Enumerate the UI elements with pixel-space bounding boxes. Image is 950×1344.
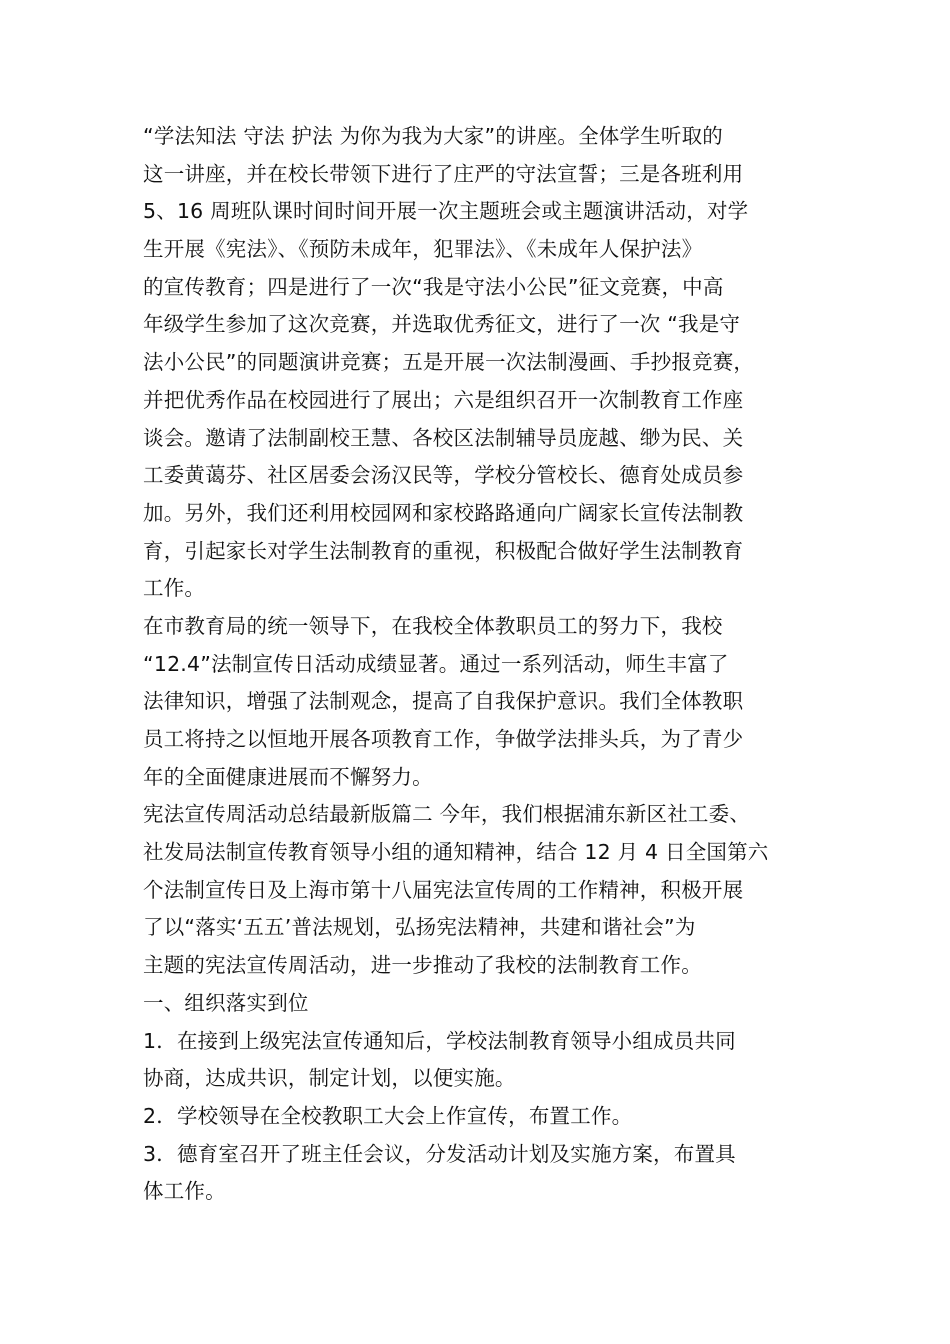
text-line: 个法制宣传日及上海市第十八届宪法宣传周的工作精神，积极开展 [143,877,744,902]
text-line: 这一讲座，并在校长带领下进行了庄严的守法宣誓；三是各班利用 [143,161,744,186]
text-line: 2．学校领导在全校教职工大会上作宣传，布置工作。 [143,1103,633,1128]
text-line: 年级学生参加了这次竞赛，并选取优秀征文，进行了一次 “我是守 [143,312,741,337]
text-line: 协商，达成共识，制定计划，以便实施。 [143,1066,516,1091]
text-line: 主题的宪法宣传周活动，进一步推动了我校的法制教育工作。 [143,953,702,978]
text-line: 并把优秀作品在校园进行了展出；六是组织召开一次制教育工作座 [143,387,744,412]
text-line: 3．德育室召开了班主任会议，分发活动计划及实施方案，布置具 [143,1141,736,1166]
text-line: 1．在接到上级宪法宣传通知后，学校法制教育领导小组成员共同 [143,1028,736,1053]
body-text [143,118,807,1211]
text-line: 的宣传教育；四是进行了一次“我是守法小公民”征文竞赛，中高 [143,274,724,299]
text-line: 育，引起家长对学生法制教育的重视，积极配合做好学生法制教育 [143,538,744,563]
text-line: 加。另外，我们还利用校园网和家校路路通向广阔家长宣传法制教 [143,500,744,525]
text-line: “学法知法 守法 护法 为你为我为大家”的讲座。全体学生听取的 [143,124,723,148]
text-line: 在市教育局的统一领导下，在我校全体教职员工的努力下，我校 [143,613,723,638]
text-line: 社发局法制宣传教育领导小组的通知精神，结合 12 月 4 日全国第六 [143,840,769,865]
text-line: 年的全面健康进展而不懈努力。 [143,764,433,789]
text-line: 5、16 周班队课时间时间开展一次主题班会或主题演讲活动，对学 [143,199,749,224]
text-line: 工委黄蔼芬、社区居委会汤汉民等，学校分管校长、德育处成员参 [143,463,744,488]
text-line: 谈会。邀请了法制副校王慧、各校区法制辅导员庞越、缈为民、关 [143,425,744,450]
text-line: 法律知识，增强了法制观念，提高了自我保护意识。我们全体教职 [143,689,744,714]
text-line: 了以“落实‘五五’普法规划，弘扬宪法精神，共建和谐社会”为 [143,915,696,940]
text-line: 一、组织落实到位 [143,990,309,1015]
text-line: 工作。 [143,576,206,601]
text-line: 宪法宣传周活动总结最新版篇二 今年，我们根据浦东新区社工委、 [143,802,751,827]
text-line: 法小公民”的同题演讲竞赛；五是开展一次法制漫画、手抄报竞赛， [143,350,755,375]
text-line: 体工作。 [143,1179,226,1204]
text-line: 生开展《宪法》、《预防未成年，犯罪法》、《未成年人保护法》 [143,237,703,262]
text-line: 员工将持之以恒地开展各项教育工作，争做学法排头兵，为了青少 [143,727,744,751]
text-line: “12.4”法制宣传日活动成绩显著。通过一系列活动，师生丰富了 [143,651,729,676]
